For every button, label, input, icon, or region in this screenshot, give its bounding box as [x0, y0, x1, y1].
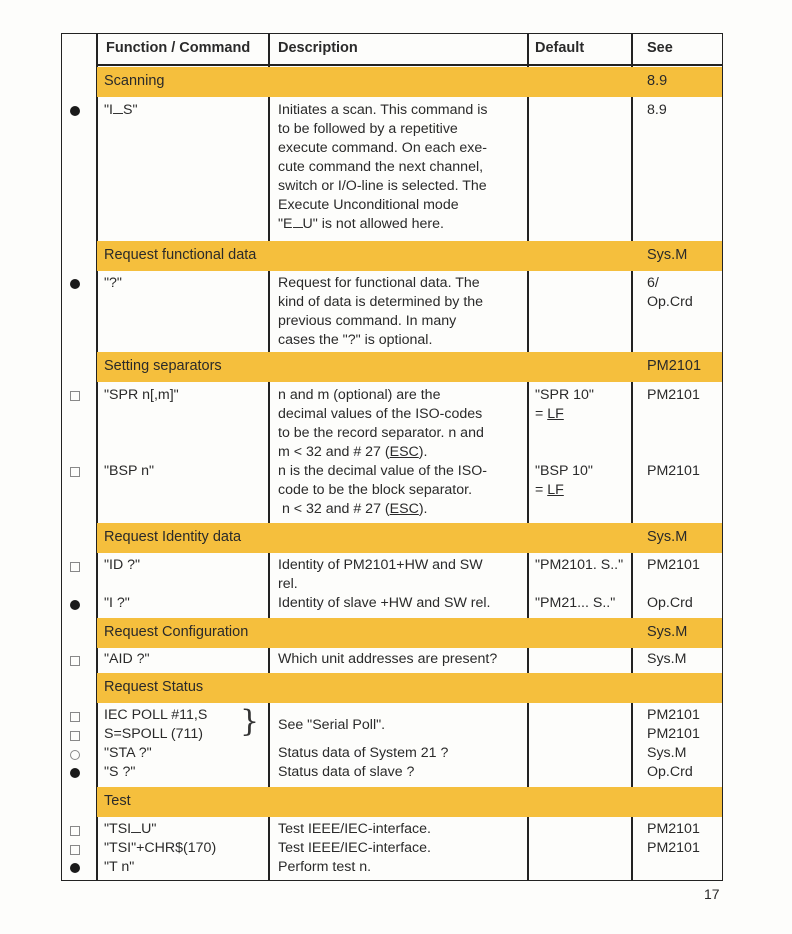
see-ref: 8.9 [647, 102, 667, 118]
see-ref: PM2101 [647, 557, 700, 573]
col-divider [631, 33, 633, 881]
command: "BSP n" [104, 463, 155, 479]
default-value: "BSP 10" = LF [535, 463, 593, 498]
bullet-square-icon [70, 826, 80, 836]
bullet-square-icon [70, 712, 80, 722]
description: Identity of slave +HW and SW rel. [278, 595, 491, 611]
col-divider [527, 33, 529, 881]
command: "?" [104, 275, 122, 291]
bullet-filled-icon [70, 768, 80, 778]
see-ref-list: PM2101 PM2101 [647, 821, 700, 856]
bullet-filled-icon [70, 279, 80, 289]
see-ref: Sys.M [647, 651, 687, 667]
header-description: Description [278, 40, 358, 56]
section-see: Sys.M [647, 529, 688, 545]
description: n and m (optional) are the decimal values of the ISO-codes to be the record separator. n and m < 32 and # 27 (ESC). [278, 387, 484, 460]
see-ref: PM2101 [647, 463, 700, 479]
command: "AID ?" [104, 651, 150, 667]
command: "ID ?" [104, 557, 141, 573]
section-bar-scanning [97, 67, 722, 97]
see-ref: PM2101 [647, 387, 700, 403]
section-bar-test [97, 787, 722, 817]
section-title: Request Configuration [104, 624, 249, 640]
section-title: Request functional data [104, 247, 257, 263]
see-ref: Op.Crd [647, 595, 693, 611]
command: "I S" [104, 102, 138, 118]
bullet-square-icon [70, 845, 80, 855]
bullet-square-icon [70, 731, 80, 741]
command: "I ?" [104, 595, 130, 611]
bullet-square-icon [70, 391, 80, 401]
description: Status data of System 21 ? Status data of slave ? [278, 745, 449, 780]
description: Identity of PM2101+HW and SW rel. [278, 557, 483, 592]
section-see: PM2101 [647, 358, 702, 374]
see-ref: 6/ Op.Crd [647, 275, 693, 310]
page-number: 17 [704, 886, 720, 902]
section-title: Setting separators [104, 358, 222, 374]
description: Request for functional data. The kind of data is determined by the previous command. In many cases the "?" is optional. [278, 275, 484, 348]
header-function: Function / Command [106, 40, 251, 56]
section-title: Scanning [104, 73, 165, 89]
section-title: Test [104, 793, 131, 809]
bullet-square-icon [70, 562, 80, 572]
description: n is the decimal value of the ISO- code to be the block separator. n < 32 and # 27 (ESC). [278, 463, 487, 517]
bullet-filled-icon [70, 106, 80, 116]
header-see: See [647, 40, 673, 56]
description: Initiates a scan. This command is to be followed by a repetitive execute command. On each exe- cute command the next channel, switch or I/O-line is selected. The Execute Unconditional mode "E U" is not allowed here. [278, 102, 488, 232]
command-list: IEC POLL #11,S S=SPOLL (711) "STA ?" "S ?" [104, 707, 208, 780]
description: See "Serial Poll". [278, 717, 386, 733]
col-divider [96, 33, 98, 881]
bullet-filled-icon [70, 600, 80, 610]
bullet-filled-icon [70, 863, 80, 873]
command-list: "TSI U" "TSI"+CHR$(170) "T n" [104, 821, 217, 875]
default-value: "SPR 10" = LF [535, 387, 594, 422]
command: "SPR n[,m]" [104, 387, 179, 403]
see-ref-list: PM2101 PM2101 Sys.M Op.Crd [647, 707, 700, 780]
default-value: "PM21... S.." [535, 595, 616, 611]
header-default: Default [535, 40, 585, 56]
section-title: Request Identity data [104, 529, 242, 545]
section-title: Request Status [104, 679, 204, 695]
section-see: Sys.M [647, 247, 688, 263]
bullet-square-icon [70, 467, 80, 477]
section-see: 8.9 [647, 73, 668, 89]
description: Test IEEE/IEC-interface. Test IEEE/IEC-interface. Perform test n. [278, 821, 431, 875]
section-see: Sys.M [647, 624, 688, 640]
header-divider [96, 64, 723, 66]
default-value: "PM2101. S.." [535, 557, 624, 573]
bullet-circle-icon [70, 750, 80, 760]
description: Which unit addresses are present? [278, 651, 498, 667]
brace-icon: } [240, 704, 260, 739]
bullet-square-icon [70, 656, 80, 666]
col-divider [268, 33, 270, 881]
